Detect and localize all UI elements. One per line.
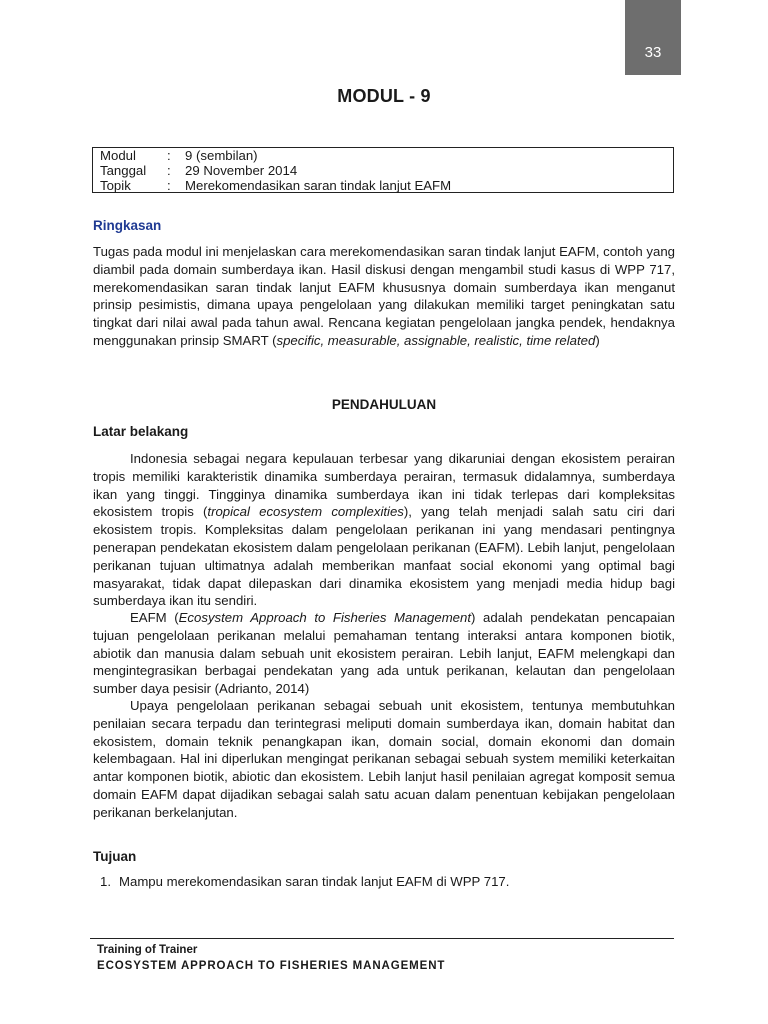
paragraph-italic: Ecosystem Approach to Fisheries Management (178, 610, 472, 625)
ringkasan-paragraph (93, 243, 675, 350)
info-label: Modul (100, 148, 136, 163)
paragraph-text: ) adalah pendekatan pencapaian tujuan pengelolaan perikanan melalui pemahaman tentang interaksi antara komponen biotik, abiotik dan manusia dalam sebuah unit ekosistem perairan. Lebih lanjut, EAFM melengkapi dan mengintegrasikan berbagai pendekatan yang ada untuk perikanan, kelautan dan pengelolaan sumber daya pesisir (Adrianto, 2014) (93, 610, 675, 697)
footer-program-label: ECOSYSTEM APPROACH TO FISHERIES MANAGEMENT (97, 960, 446, 972)
info-row-tanggal (100, 163, 673, 178)
ringkasan-heading: Ringkasan (93, 218, 162, 233)
info-value: 9 (sembilan) (185, 148, 258, 163)
info-colon: : (167, 163, 171, 178)
paragraph-italic: tropical ecosystem complexities (207, 504, 404, 520)
module-info-box (92, 147, 674, 193)
info-colon: : (167, 178, 171, 193)
page-number: 33 (625, 0, 681, 75)
page-title: MODUL - 9 (337, 86, 431, 106)
latar-paragraph-3: Upaya pengelolaan perikanan sebagai sebuah unit ekosistem, tentunya membutuhkan penilaian secara terpadu dan terintegrasi meliputi domain sumberdaya ikan, domain habitat dan ekosistem, domain teknik penangkapan ikan, domain social, domain ekonomi dan domain kelembagaan. Hal ini diperlukan mengingat perikanan sebagai sebuah system memiliki keterkaitan antar komponen biotik, abiotic dan ekosistem. Lebih lanjut hasil penilaian agregat komposit semua domain EAFM dapat dijadikan sebagai salah satu acuan dalam penentuan kebijakan pengelolaan perikanan berkelanjutan. (93, 698, 675, 820)
list-item (100, 874, 509, 889)
ringkasan-text-end: ) (595, 332, 600, 348)
ringkasan-text: Tugas pada modul ini menjelaskan cara merekomendasikan saran tindak lanjut EAFM, contoh yang diambil pada domain sumberdaya ikan. Hasil diskusi dengan mengambil studi kasus di WPP 717, merekomendasikan saran tindak lanjut EAFM khususnya domain sumberdaya ikan menganut prinsip pesimistis, dimana upaya pengelolaan yang dilakukan memiliki target peningkatan satu tingkat dari nilai awal pada tahun awal. Rencana kegiatan pengelolaan jangka pendek, hendaknya menggunakan prinsip SMART ( (93, 244, 675, 348)
tujuan-heading: Tujuan (93, 849, 137, 864)
info-label: Topik (100, 178, 131, 193)
list-text: Mampu merekomendasikan saran tindak lanjut EAFM di WPP 717. (119, 874, 510, 889)
pendahuluan-heading: PENDAHULUAN (331, 397, 437, 412)
info-row-topik (100, 178, 673, 193)
info-colon: : (167, 148, 171, 163)
info-value: Merekomendasikan saran tindak lanjut EAFM (185, 178, 452, 193)
latar-paragraph-1 (93, 450, 675, 610)
paragraph-text: EAFM ( (130, 610, 179, 625)
info-label: Tanggal (100, 163, 147, 178)
latar-belakang-heading: Latar belakang (93, 424, 189, 439)
info-value: 29 November 2014 (185, 163, 298, 178)
ringkasan-italic: specific, measurable, assignable, realistic, time related (276, 332, 596, 348)
latar-paragraph-2 (93, 609, 675, 698)
paragraph-text: Indonesia sebagai negara kepulauan terbesar yang dikaruniai dengan ekosistem perairan tropis memiliki karakteristik dinamika sumberdaya perairan, termasuk didalamnya, sumberdaya ikan yang tinggi. Tingginya dinamika sumberdaya ikan ini tidak terlepas dari kompleksitas ekosistem tropis ( (93, 451, 675, 520)
footer-divider (90, 938, 674, 939)
list-number: 1. (100, 874, 111, 889)
paragraph-text: ), yang telah menjadi salah satu ciri dari ekosistem tropis. Kompleksitas dalam pengelolaan perikanan ini yang mendasari pentingnya penerapan pendekatan ekosistem dalam pengelolaan perikanan (EAFM). Lebih lanjut, pengelolaan perikanan tujuan ultimatnya adalah memberikan manfaat social ekonomi yang optimal bagi masyarakat, tidak dapat dilepaskan dari dinamika ekosistem yang menjadi media hidup bagi sumberdaya ikan itu sendiri. (93, 504, 675, 609)
info-row-modul (100, 148, 673, 163)
footer-training-label: Training of Trainer (97, 944, 198, 956)
